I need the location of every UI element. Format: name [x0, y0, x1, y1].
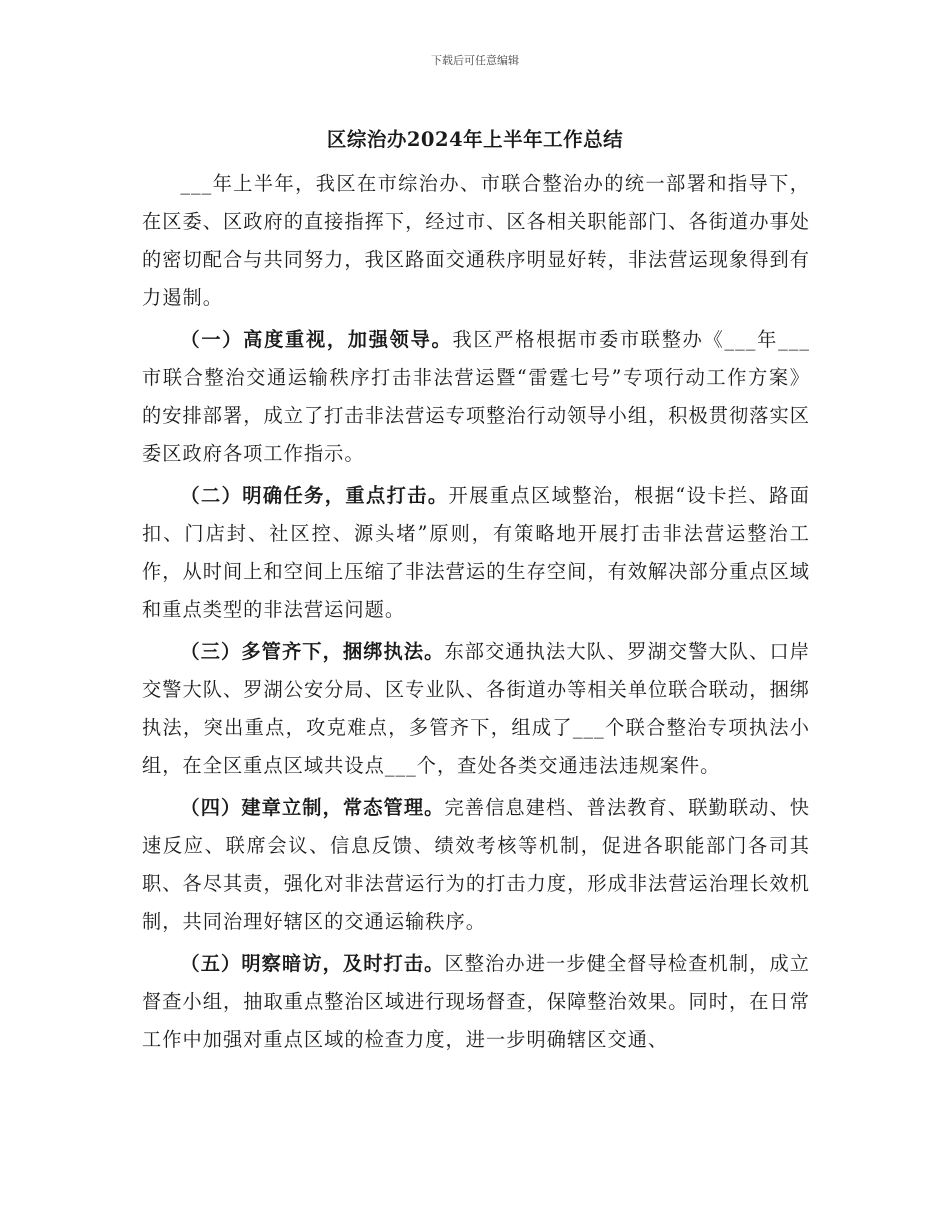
- section-heading-1: （一）高度重视，加强领导。: [180, 328, 453, 351]
- document-body: [142, 165, 810, 1063]
- section-paragraph-2: [142, 477, 810, 629]
- page-header-note: 下载后可任意编辑: [431, 54, 519, 67]
- section-heading-2: （二）明确任务，重点打击。: [180, 484, 449, 507]
- section-heading-4: （四）建章立制，常态管理。: [180, 796, 445, 819]
- section-paragraph-1: [142, 321, 810, 473]
- section-text-2: 开展重点区域整治，根据“设卡拦、路面扣、门店封、社区控、源头堵”原则，有策略地开展打击非法营运整治工作，从时间上和空间上压缩了非法营运的生存空间，有效解决部分重点区域和重点类型的非法营运问题。: [142, 484, 810, 621]
- section-text-3: 东部交通执法大队、罗湖交警大队、口岸交警大队、罗湖公安分局、区专业队、各街道办等相关单位联合联动，捆绑执法，突出重点，攻克难点，多管齐下，组成了___个联合整治专项执法小组，在全区重点区域共设点___个，查处各类交通违法违规案件。: [142, 640, 810, 777]
- section-heading-5: （五）明察暗访，及时打击。: [180, 952, 445, 975]
- section-heading-3: （三）多管齐下，捆绑执法。: [180, 640, 445, 663]
- document-title: 区综治办2024年上半年工作总结: [326, 128, 624, 151]
- section-text-4: 完善信息建档、普法教育、联勤联动、快速反应、联席会议、信息反馈、绩效考核等机制，促进各职能部门各司其职、各尽其责，强化对非法营运行为的打击力度，形成非法营运治理长效机制，共同治理好辖区的交通运输秩序。: [142, 796, 810, 933]
- section-paragraph-4: [142, 789, 810, 941]
- section-text-1: 我区严格根据市委市联整办《___年___市联合整治交通运输秩序打击非法营运暨“雷霆七号”专项行动工作方案》的安排部署，成立了打击非法营运专项整治行动领导小组，积极贯彻落实区委区政府各项工作指示。: [142, 328, 810, 465]
- section-text-5: 区整治办进一步健全督导检查机制，成立督查小组，抽取重点整治区域进行现场督查，保障整治效果。同时，在日常工作中加强对重点区域的检查力度，进一步明确辖区交通、: [142, 952, 810, 1051]
- section-paragraph-3: [142, 633, 810, 785]
- section-paragraph-5: [142, 945, 810, 1059]
- intro-paragraph: ___年上半年，我区在市综治办、市联合整治办的统一部署和指导下，在区委、区政府的直接指挥下，经过市、区各相关职能部门、各街道办事处的密切配合与共同努力，我区路面交通秩序明显好转，非法营运现象得到有力遏制。: [142, 172, 810, 309]
